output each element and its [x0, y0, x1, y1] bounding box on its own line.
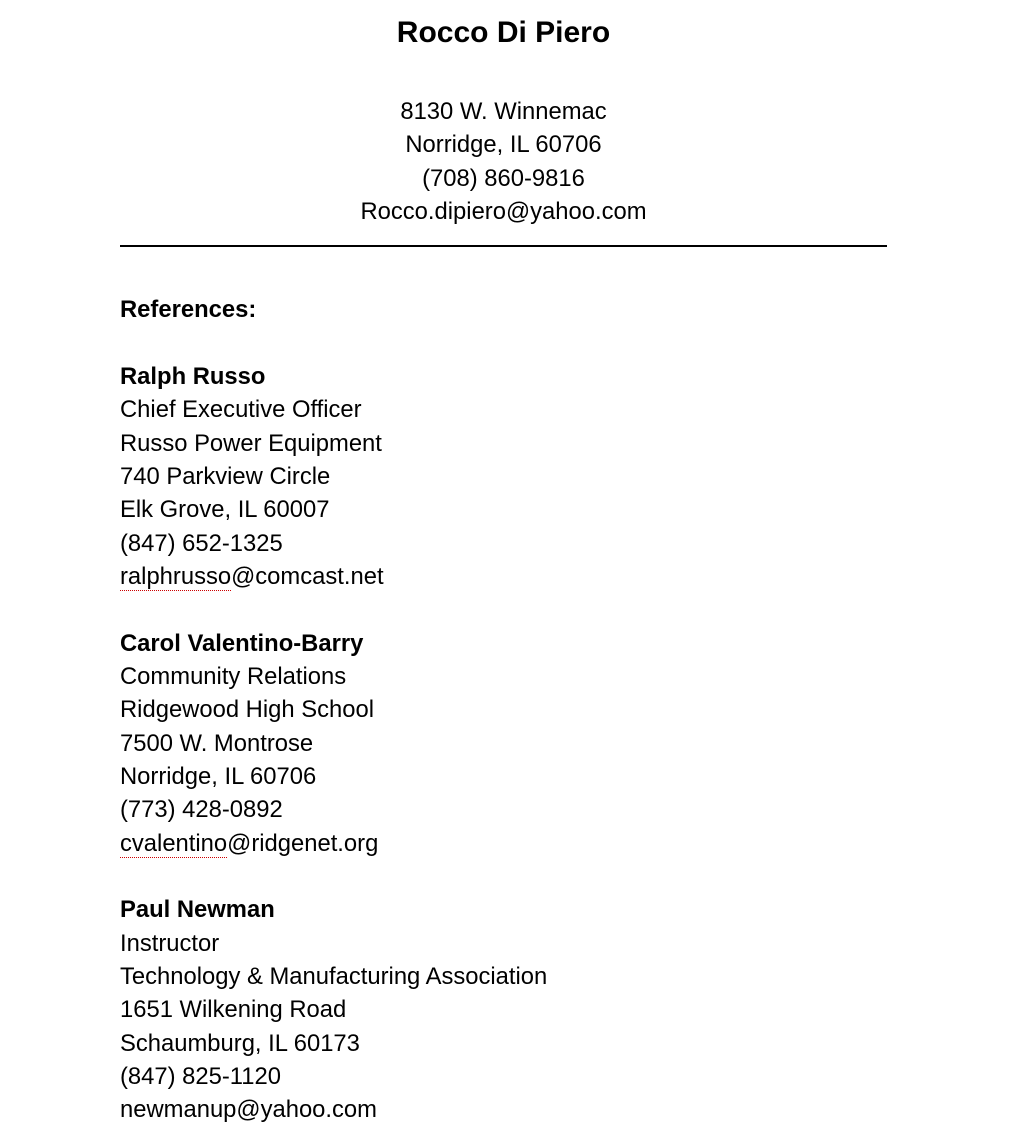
reference-street-address: 740 Parkview Circle [120, 462, 331, 490]
reference-email-domain: @yahoo.com [236, 1096, 377, 1124]
contact-street-address: 8130 W. Winnemac [400, 98, 607, 125]
reference-city-state-zip: Norridge, IL 60706 [120, 762, 317, 790]
contact-city-state-zip: Norridge, IL 60706 [405, 131, 602, 159]
contact-info-block [120, 95, 887, 228]
document-content [120, 0, 887, 1127]
reference-street-address: 7500 W. Montrose [120, 729, 314, 757]
reference-role: Community Relations [120, 662, 347, 690]
reference-role: Chief Executive Officer [120, 396, 362, 424]
reference-email-username: newmanup [120, 1096, 237, 1124]
reference-city-state-zip: Elk Grove, IL 60007 [120, 496, 330, 524]
reference-name: Paul Newman [120, 896, 275, 924]
reference-email [120, 1093, 887, 1126]
reference-entry [120, 627, 887, 860]
header-divider [120, 245, 887, 247]
candidate-name: Rocco Di Piero [396, 16, 611, 49]
reference-entry [120, 360, 887, 593]
reference-email-username: ralphrusso [120, 562, 232, 590]
reference-name: Carol Valentino-Barry [120, 629, 364, 657]
contact-phone: (708) 860-9816 [422, 164, 585, 192]
reference-organization: Russo Power Equipment [120, 429, 382, 457]
contact-email: Rocco.dipiero@yahoo.com [360, 197, 647, 225]
references-heading: References: [120, 296, 257, 324]
reference-phone: (773) 428-0892 [120, 796, 283, 824]
reference-organization: Technology & Manufacturing Association [120, 962, 548, 990]
reference-role: Instructor [120, 929, 220, 957]
reference-email-domain: @ridgenet.org [227, 829, 379, 857]
reference-email-domain: @comcast.net [231, 562, 384, 590]
reference-entry [120, 893, 887, 1126]
reference-name: Ralph Russo [120, 362, 266, 390]
reference-email [120, 560, 887, 593]
reference-street-address: 1651 Wilkening Road [120, 996, 347, 1024]
reference-phone: (847) 652-1325 [120, 529, 283, 557]
reference-email [120, 827, 887, 860]
reference-phone: (847) 825-1120 [120, 1062, 281, 1090]
reference-email-username: cvalentino [120, 829, 228, 857]
reference-city-state-zip: Schaumburg, IL 60173 [120, 1029, 360, 1057]
reference-organization: Ridgewood High School [120, 696, 374, 724]
